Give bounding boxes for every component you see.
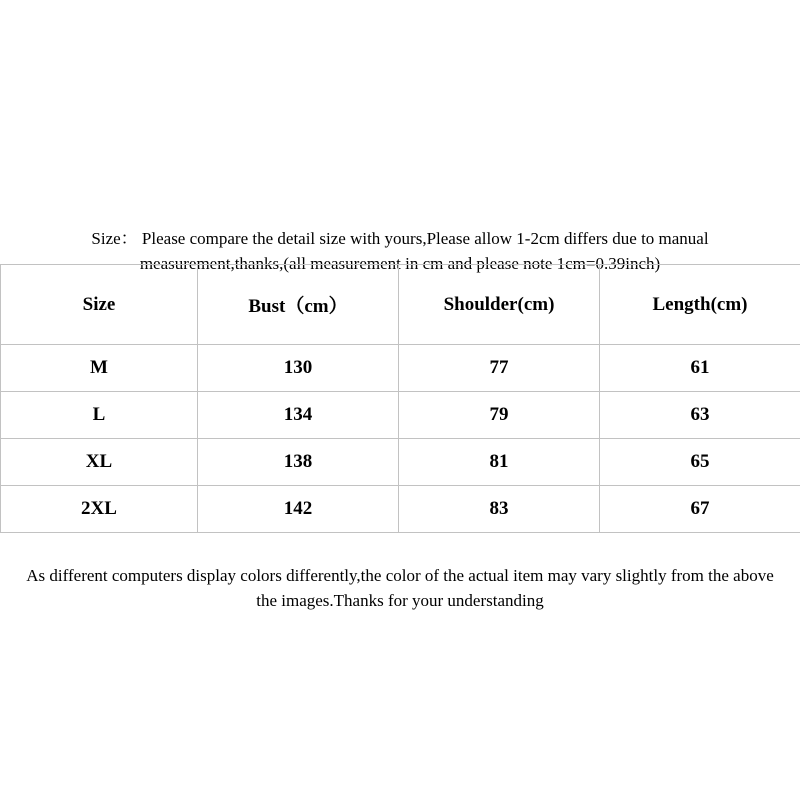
column-header-size: Size (1, 265, 198, 345)
table-row-l (1, 392, 800, 439)
shoulder-cell: 79 (399, 392, 600, 439)
length-cell: 67 (600, 486, 800, 533)
bust-cell: 130 (198, 345, 399, 392)
length-cell: 61 (600, 345, 800, 392)
table-row-2xl (1, 486, 800, 533)
column-header-shoulder: Shoulder(cm) (399, 265, 600, 345)
length-cell: 65 (600, 439, 800, 486)
bust-cell: 138 (198, 439, 399, 486)
shoulder-cell: 83 (399, 486, 600, 533)
color-disclaimer-line-2: the images.Thanks for your understanding (256, 591, 544, 610)
size-table-header-row (1, 265, 800, 345)
size-cell: XL (1, 439, 198, 486)
bust-cell: 134 (198, 392, 399, 439)
column-header-bust: Bust（cm） (198, 265, 399, 345)
column-header-length: Length(cm) (600, 265, 800, 345)
size-table (0, 264, 800, 533)
size-cell: M (1, 345, 198, 392)
size-note-line-2: measurement,thanks,(all measurement in cm and please note 1cm=0.39inch) (139, 254, 661, 273)
length-cell: 63 (600, 392, 800, 439)
size-cell: L (1, 392, 198, 439)
color-disclaimer-paragraph (0, 563, 800, 613)
size-note-line-1: Size： Please compare the detail size with yours,Please allow 1-2cm differs due to manual (91, 229, 709, 248)
shoulder-cell: 81 (399, 439, 600, 486)
table-row-m (1, 345, 800, 392)
size-cell: 2XL (1, 486, 198, 533)
bust-cell: 142 (198, 486, 399, 533)
shoulder-cell: 77 (399, 345, 600, 392)
color-disclaimer-line-1: As different computers display colors differently,the color of the actual item may vary slightly from the above (26, 566, 774, 585)
table-row-xl (1, 439, 800, 486)
